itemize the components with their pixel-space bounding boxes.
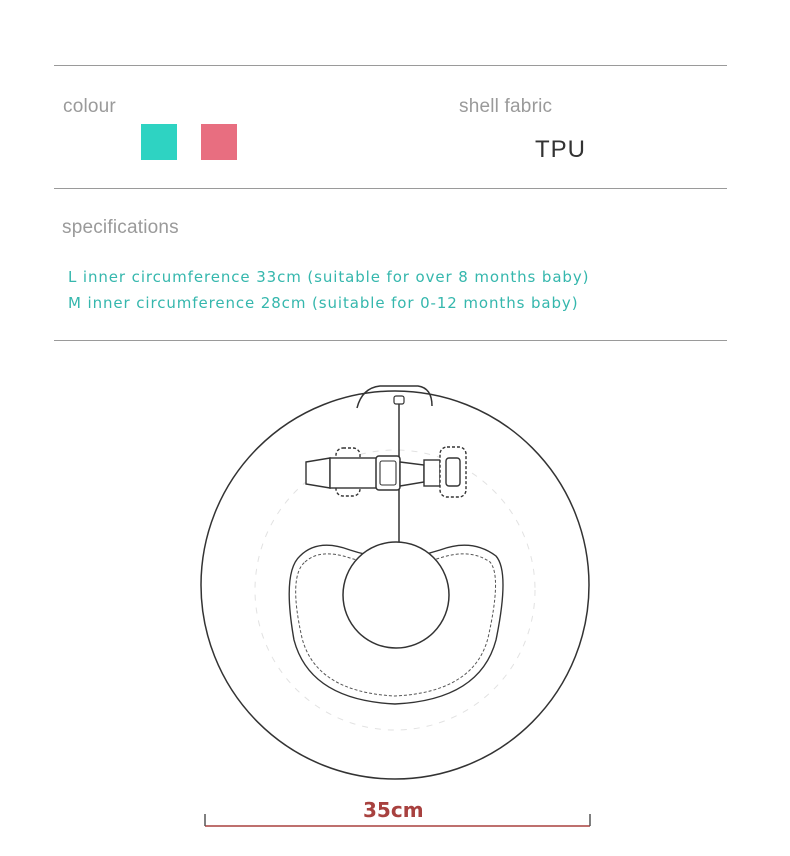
shell-fabric-value: TPU [535,136,586,163]
shell-fabric-label: shell fabric [459,96,553,117]
dimension-label: 35cm [363,798,424,822]
spec-line-l: L inner circumference 33cm (suitable for over 8 months baby) [68,268,590,286]
buckle-assembly [306,447,466,497]
colour-label: colour [63,96,116,117]
neck-opening [343,542,449,648]
handle-tab [394,396,404,404]
spec-line-m: M inner circumference 28cm (suitable for 0-12 months baby) [68,294,579,312]
specifications-label: specifications [62,217,179,238]
